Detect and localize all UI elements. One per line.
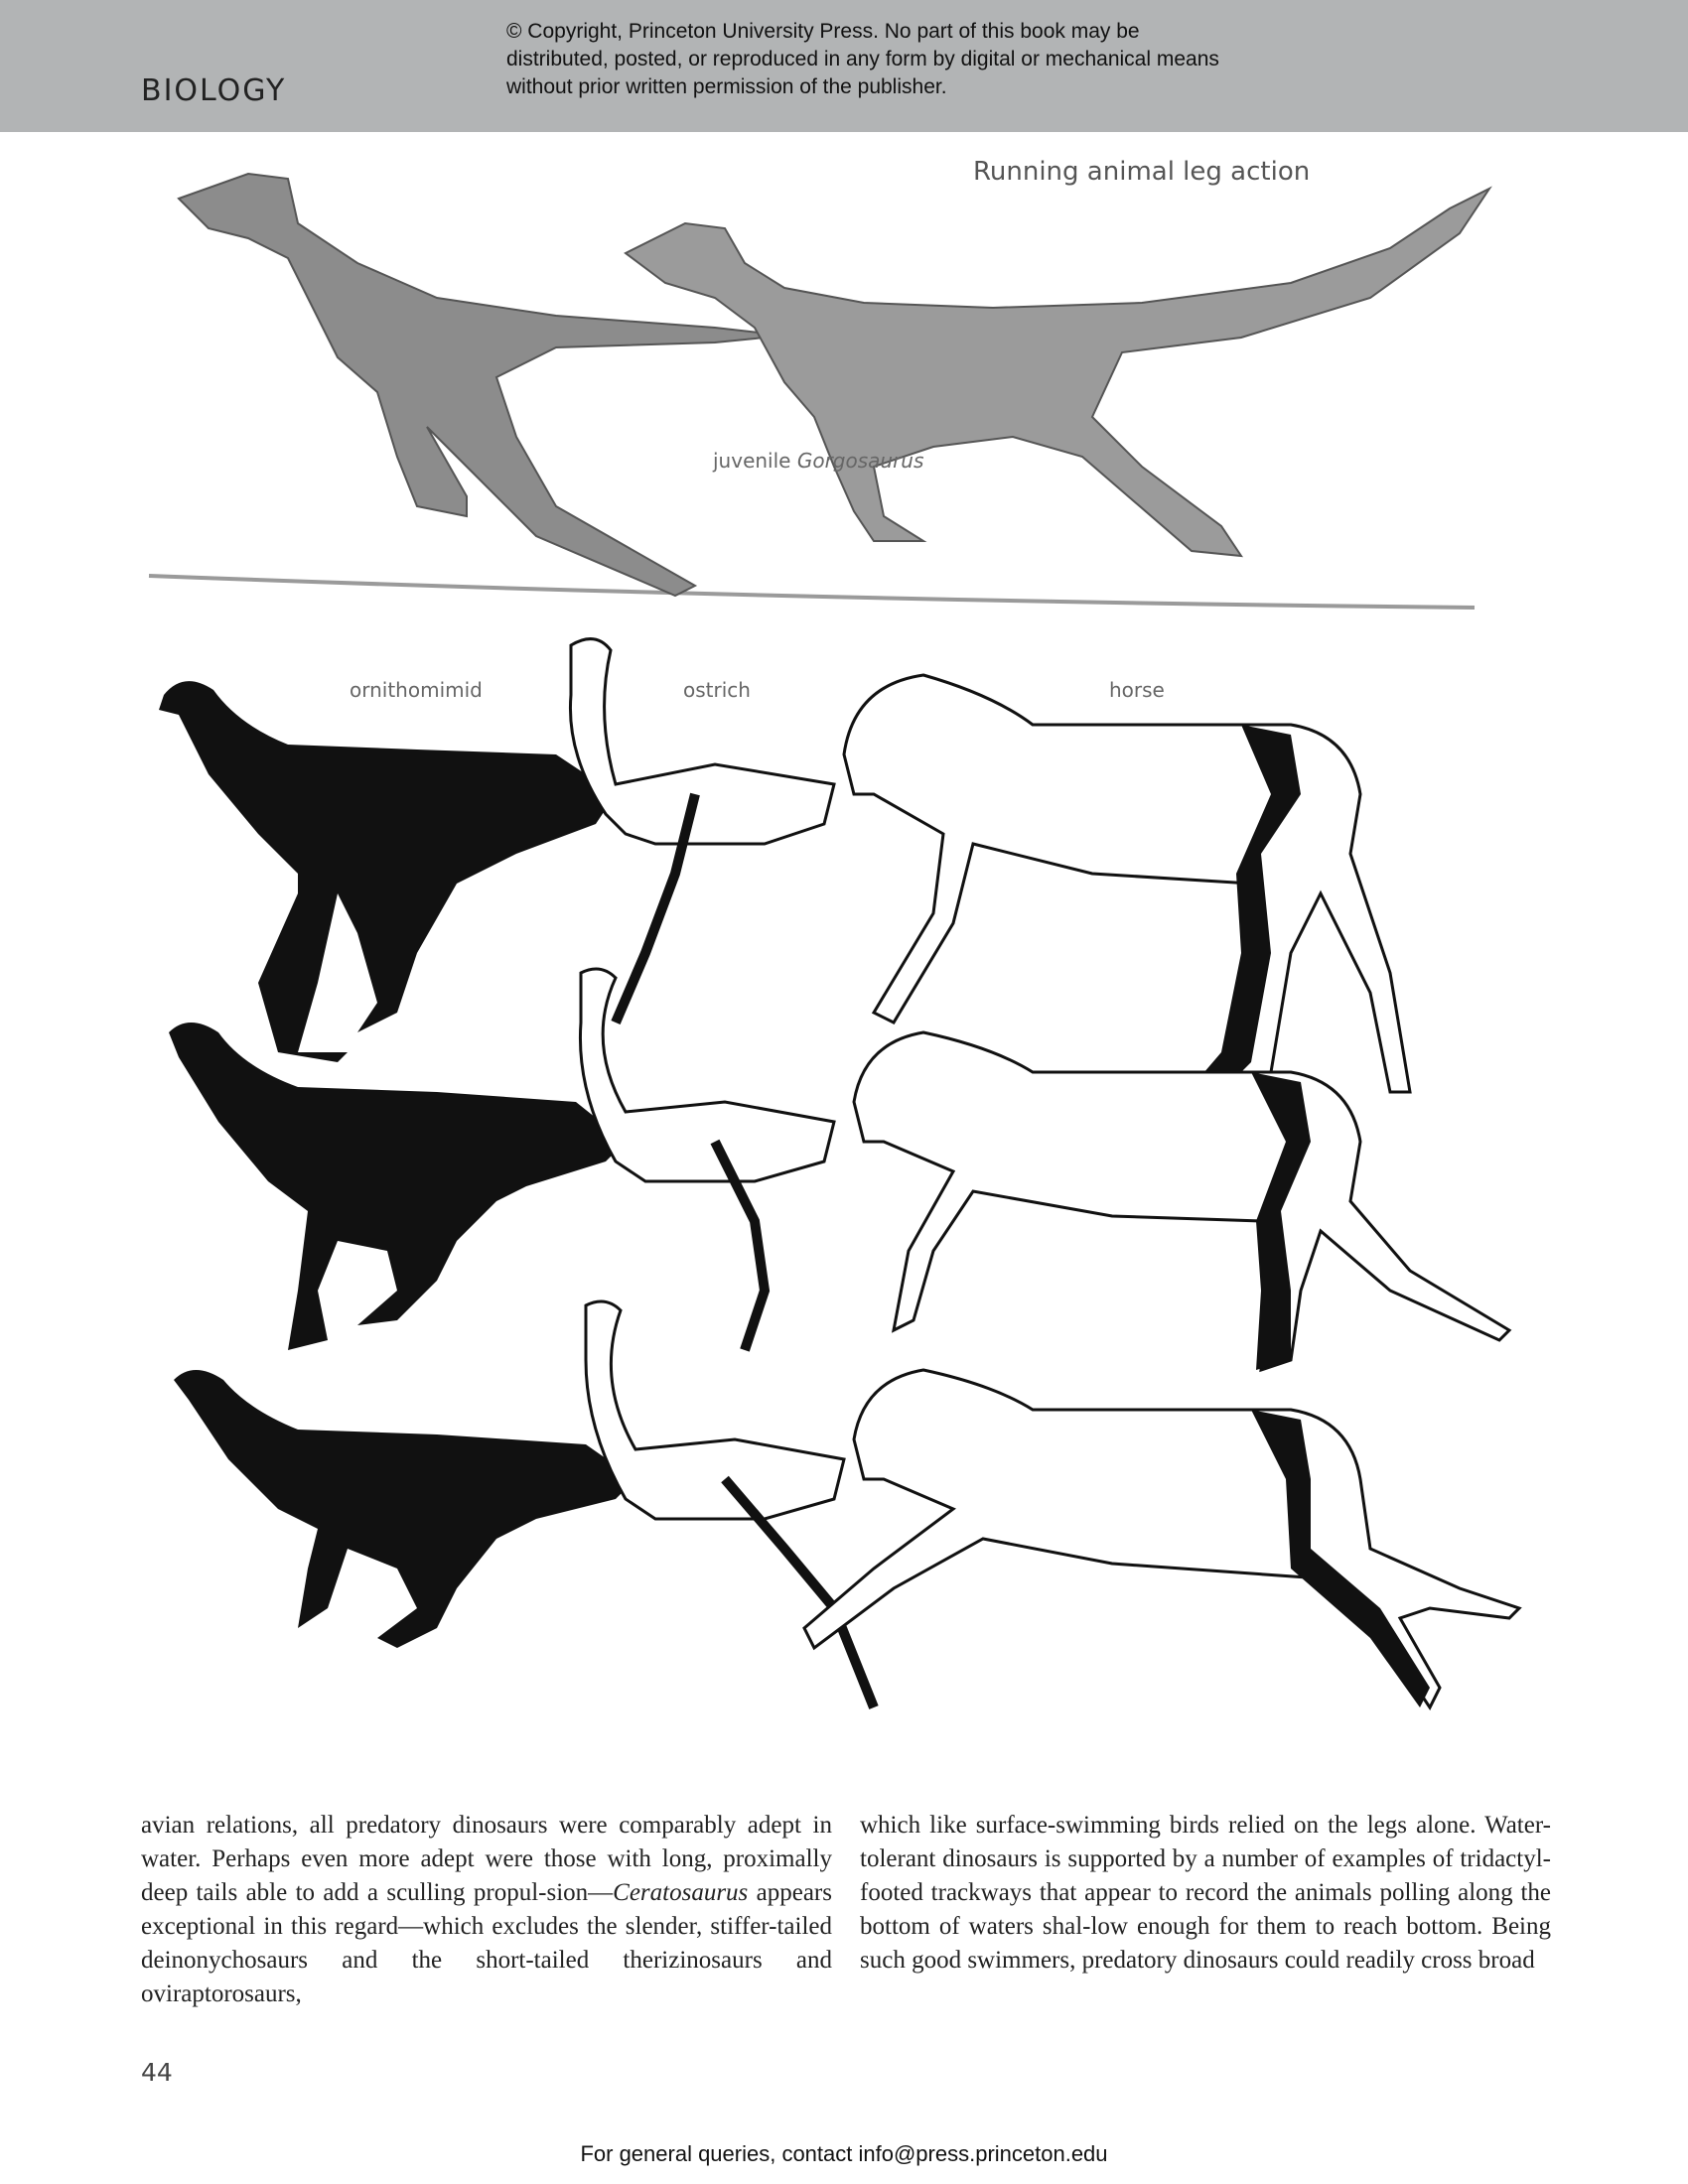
body-text-left-column: avian relations, all predatory dinosaurs were comparably adept in water. Perhaps even more adept were those with long, proximally deep tails able to add a sculling propul-sion—Ceratosaurus appears exceptional in this regard—which excludes the slender, stiffer-tailed deinonychosaurs and the short-tailed therizinosaurs and oviraptorosaurs, xyxy=(141,1812,832,2007)
body-text-right-column: which like surface-swimming birds relied on the legs alone. Water-tolerant dinosaurs is supported by a number of examples of tridactyl-footed trackways that appear to record the animals polling along the bottom of waters shal-low enough for them to reach bottom. Being such good swimmers, predatory dinosaurs could readily cross broad xyxy=(860,1812,1551,1974)
copyright-notice: © Copyright, Princeton University Press. No part of this book may be distributed, posted, or reproduced in any form by digital or mechanical means without prior written permission of the publisher. xyxy=(506,20,1219,98)
horse-outline-row-3 xyxy=(804,1370,1519,1707)
horse-outline-row-2 xyxy=(854,1032,1509,1370)
label-horse: horse xyxy=(1109,678,1165,702)
page-number: 44 xyxy=(141,2058,173,2087)
ornithomimid-silhouette-row-3 xyxy=(174,1370,635,1648)
ornithomimid-silhouette-row-1 xyxy=(159,681,616,1062)
section-label: BIOLOGY xyxy=(141,73,287,108)
horse-outline-row-1 xyxy=(844,675,1410,1092)
label-ornithomimid: ornithomimid xyxy=(350,678,483,702)
figure-title: Running animal leg action xyxy=(973,157,1311,187)
footer-contact: For general queries, contact info@press.princeton.edu xyxy=(580,2141,1108,2166)
ground-line xyxy=(149,576,1475,608)
ostrich-outline-row-3 xyxy=(586,1301,844,1519)
ostrich-outline-row-2 xyxy=(580,969,834,1181)
gorgosaurus-drawing-2 xyxy=(626,189,1489,556)
label-ostrich: ostrich xyxy=(683,678,751,702)
ornithomimid-silhouette-row-2 xyxy=(169,1023,626,1350)
ostrich-outline-row-1 xyxy=(570,639,834,844)
gorgosaurus-caption: juvenile Gorgosaurus xyxy=(713,449,924,473)
